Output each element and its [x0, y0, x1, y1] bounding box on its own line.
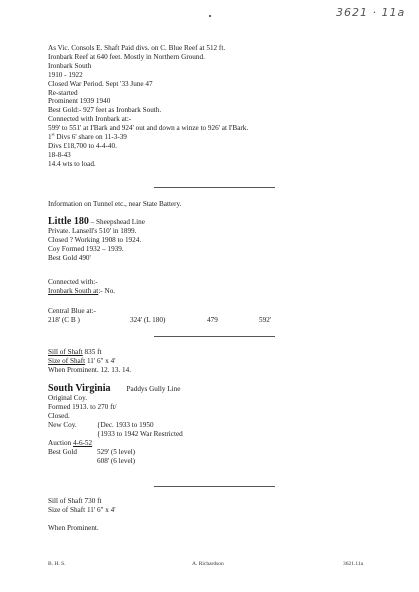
- size-of-shaft-line: Size of Shaft 11' 6" x 4': [48, 356, 116, 365]
- level-479: 479: [207, 315, 218, 324]
- connected-block: [48, 278, 115, 296]
- ironbark-south-line: Ironbark South at:- No.: [48, 286, 116, 295]
- text-line: Closed ? Working 1908 to 1924.: [48, 235, 142, 244]
- section-little-180: [48, 218, 145, 263]
- footer-right: 3621.11a: [343, 561, 364, 567]
- level-l180: 324' (L 180): [130, 315, 166, 324]
- text-line: As Vic. Consols E. Shaft Paid divs. on C. Blue Reef at 512 ft.: [48, 44, 226, 52]
- text-line: When Prominent. 12. 13. 14.: [48, 365, 132, 374]
- little-180-shaft-block: [48, 348, 131, 375]
- text-line: Ironbark South: [48, 61, 92, 70]
- sill-of-shaft-line: Sill of Shaft 730 ft: [48, 497, 102, 505]
- divs-share-line: 1st Divs 6' share on 11-3-39: [48, 131, 127, 142]
- text-line: Re-started: [48, 88, 78, 97]
- sill-of-shaft-line: Sill of Shaft 835 ft: [48, 348, 102, 356]
- auction-line: Auction 4-6-52: [48, 438, 93, 447]
- footer-left: B. H. S.: [48, 561, 66, 567]
- section-south-virginia: [48, 383, 183, 466]
- level-cb: 218' (C B ): [48, 315, 80, 324]
- info-line: Information on Tunnel etc., near State Battery.: [48, 200, 182, 208]
- central-blue-block: [48, 307, 272, 325]
- text-line: Connected with:-: [48, 278, 98, 286]
- text-line: 14.4 wts to load.: [48, 159, 96, 168]
- footer-center: A. Richardson: [192, 561, 224, 567]
- text-line: Best Gold:- 927 feet as Ironbark South.: [48, 106, 162, 115]
- text-line: Central Blue at:-: [48, 307, 96, 315]
- new-coy-line: New Coy. {Dec. 1933 to 1950: [48, 420, 154, 429]
- when-prominent: When Prominent.: [48, 524, 99, 532]
- south-virginia-shaft-block: [48, 497, 116, 515]
- text-line: Coy Formed 1932 – 1939.: [48, 244, 124, 253]
- text-line: Formed 1913. to 270 ft/: [48, 402, 117, 411]
- text-line: 1910 - 1922: [48, 70, 83, 79]
- text-line: Prominent 1939 1940: [48, 97, 111, 106]
- text-line: Closed War Period. Sept '33 June 47: [48, 79, 153, 88]
- size-of-shaft-line: Size of Shaft 11' 6" x 4': [48, 505, 116, 514]
- text-line: 18-8-43: [48, 150, 71, 159]
- text-line: Connected with Ironbark at:-: [48, 115, 132, 124]
- text-line: Private. Lansell's 510' in 1899.: [48, 226, 137, 235]
- central-blue-levels: [48, 315, 272, 325]
- divider: [154, 486, 275, 487]
- section-heading: Little 180 – Sheepshead Line: [48, 216, 145, 227]
- text-line: 599' to 551' at I'Bark and 924' out and down a winze to 926' at I'Bark.: [48, 124, 249, 133]
- divider: [154, 336, 275, 337]
- divider: [154, 187, 275, 188]
- best-gold-line: Best Gold 529' (5 level): [48, 447, 136, 456]
- text-line: Ironbark Reef at 640 feet. Mostly in Northern Ground.: [48, 52, 205, 61]
- text-line: Best Gold 490': [48, 253, 91, 262]
- new-coy-line-2: {1933 to 1942 War Restricted: [97, 429, 183, 438]
- punch-mark: [209, 15, 211, 17]
- section-heading: South Virginia Paddys Gully Line: [48, 383, 181, 394]
- text-line: Closed.: [48, 411, 70, 420]
- text-line: Original Coy.: [48, 393, 88, 402]
- level-592: 592': [259, 315, 272, 324]
- section-consols: [48, 44, 248, 169]
- text-line: Divs £18,700 to 4-4-40.: [48, 141, 117, 150]
- handwritten-reference: 3621 · 11a: [336, 6, 406, 19]
- best-gold-line-2: 608' (6 level): [97, 456, 136, 465]
